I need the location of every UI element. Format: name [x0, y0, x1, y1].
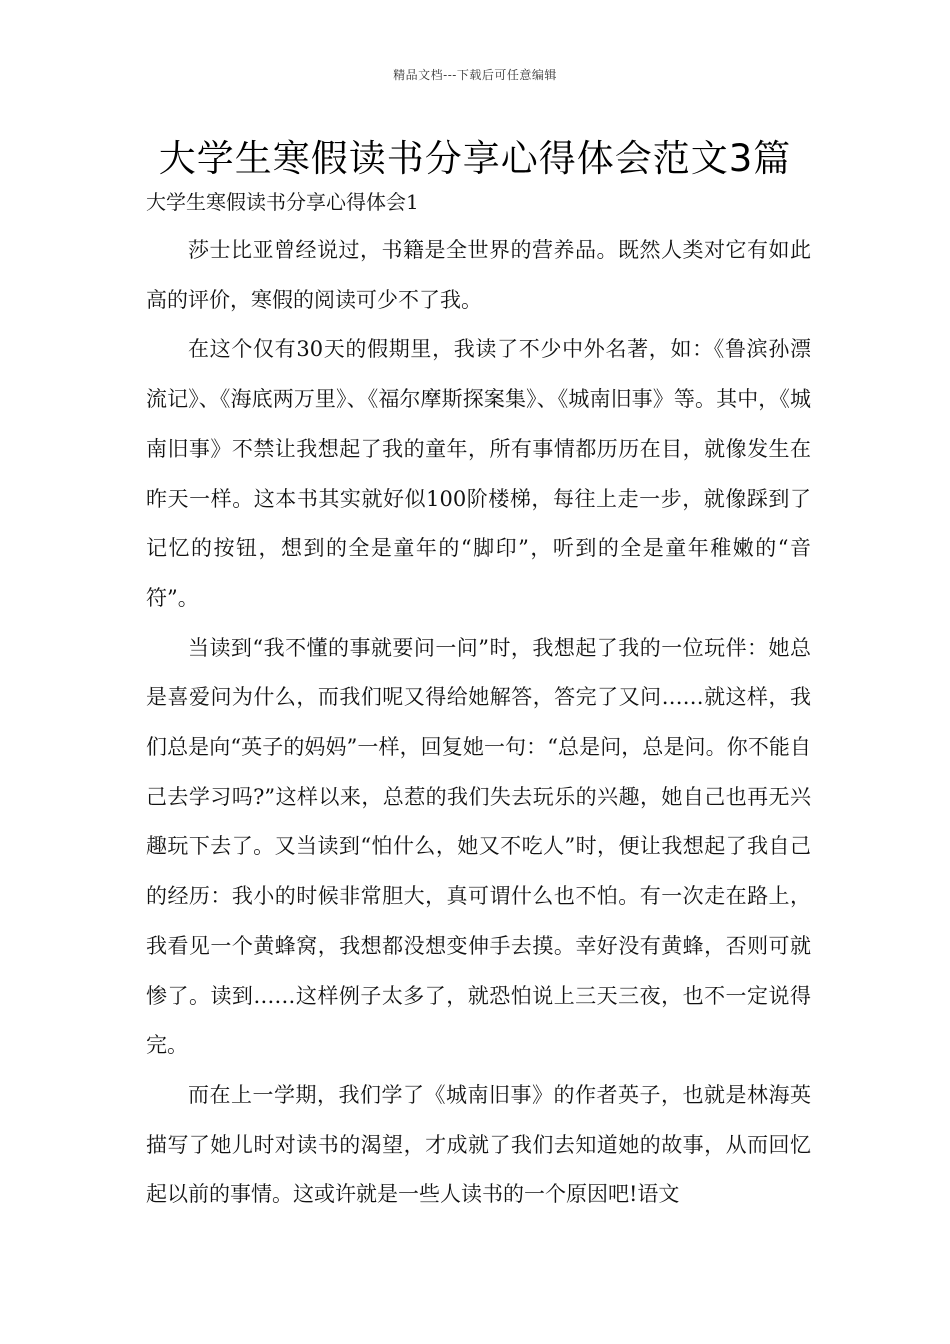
paragraph: 在这个仅有30天的假期里，我读了不少中外名著，如：《鲁滨孙漂流记》、《海底两万里》、《福尔摩斯探案集》、《城南旧事》等。其中，《城南旧事》不禁让我想起了我的童年，所有事情都历历在目，就像发生在昨天一样。这本书其实就好似100阶楼梯，每往上走一步，就像踩到了记忆的按钮，想到的全是童年的“脚印”，听到的全是童年稚嫩的“音符”。: [146, 337, 811, 610]
document-body: [146, 226, 811, 1220]
paragraph: 当读到“我不懂的事就要问一问”时，我想起了我的一位玩伴：她总是喜爱问为什么，而我们呢又得给她解答，答完了又问……就这样，我们总是向“英子的妈妈”一样，回复她一句：“总是问，总是问。你不能自己去学习吗?”这样以来，总惹的我们失去玩乐的兴趣，她自己也再无兴趣玩下去了。又当读到“怕什么，她又不吃人”时，便让我想起了我自己的经历：我小的时候非常胆大，真可谓什么也不怕。有一次走在路上，我看见一个黄蜂窝，我想都没想变伸手去摸。幸好没有黄蜂，否则可就惨了。读到……这样例子太多了，就恐怕说上三天三夜，也不一定说得完。: [146, 635, 811, 1058]
paragraph: 莎士比亚曾经说过，书籍是全世界的营养品。既然人类对它有如此高的评价，寒假的阅读可少不了我。: [146, 238, 811, 312]
section-title: 大学生寒假读书分享心得体会1: [146, 190, 419, 214]
paragraph: 而在上一学期，我们学了《城南旧事》的作者英子，也就是林海英描写了她儿时对读书的渴望，才成就了我们去知道她的故事，从而回忆起以前的事情。这或许就是一些人读书的一个原因吧!语文: [146, 1082, 811, 1207]
document-title: 大学生寒假读书分享心得体会范文3篇: [158, 137, 792, 180]
page-header: 精品文档---下载后可任意编辑: [393, 68, 557, 82]
